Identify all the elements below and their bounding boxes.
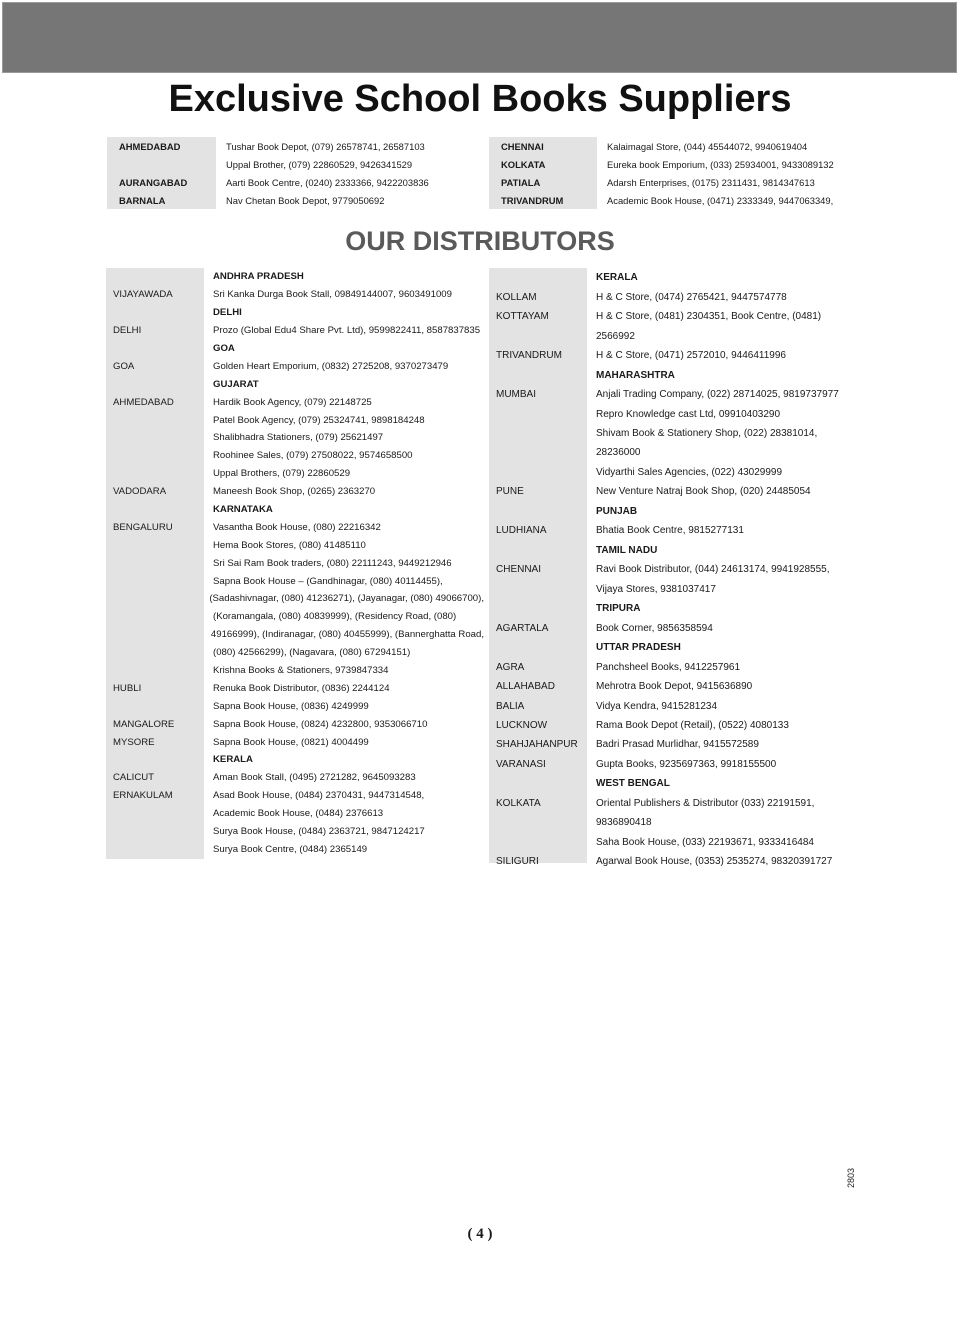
distributor-city: AGARTALA — [496, 622, 549, 634]
suppliers-table-right — [489, 137, 867, 209]
distributor-city: AHMEDABAD — [113, 396, 174, 408]
distributor-row — [489, 696, 859, 715]
distributor-row — [106, 787, 484, 805]
distributor-details: Ravi Book Distributor, (044) 24613174, 9941928555, — [596, 564, 830, 576]
distributor-city: CHENNAI — [496, 564, 542, 576]
distributor-details: Bhatia Book Centre, 9815277131 — [596, 525, 744, 537]
header-band — [2, 2, 957, 73]
distributors-heading: OUR DISTRIBUTORS — [345, 226, 615, 256]
supplier-details: Eureka book Emporium, (033) 25934001, 9433089132 — [607, 158, 834, 170]
supplier-row — [107, 191, 498, 209]
distributor-details: Gupta Books, 9235697363, 9918155500 — [596, 758, 777, 770]
supplier-details: Academic Book House, (0471) 2333349, 9447063349, — [607, 194, 834, 206]
page-number: ( 4 ) — [467, 1226, 493, 1242]
supplier-city: BARNALA — [107, 191, 216, 209]
state-name: DELHI — [213, 307, 242, 319]
distributor-row — [489, 618, 859, 637]
supplier-details: Nav Chetan Book Depot, 9779050692 — [226, 194, 385, 206]
distributor-details: Sri Kanka Durga Book Stall, 09849144007, 9603491009 — [213, 289, 452, 301]
distributor-city: KOTTAYAM — [496, 311, 549, 323]
distributor-details: H & C Store, (0474) 2765421, 9447574778 — [596, 291, 787, 303]
distributor-row — [106, 322, 484, 340]
distributors-column-right — [489, 268, 859, 872]
supplier-row — [107, 137, 498, 155]
distributor-row — [489, 716, 859, 735]
distributor-row — [106, 805, 484, 823]
distributor-row — [489, 424, 859, 443]
state-name: KARNATAKA — [213, 504, 273, 516]
distributor-details: Sapna Book House, (0836) 4249999 — [213, 700, 369, 712]
distributor-row — [106, 483, 484, 501]
print-code: 2803 — [846, 1167, 856, 1189]
distributor-details: H & C Store, (0481) 2304351, Book Centre, (0481) — [596, 311, 822, 323]
distributor-details: Renuka Book Distributor, (0836) 2244124 — [213, 682, 390, 694]
distributor-details: Vidya Kendra, 9415281234 — [596, 700, 718, 712]
distributor-row — [106, 518, 484, 536]
state-heading-row — [106, 501, 484, 519]
distributor-row — [489, 794, 859, 813]
supplier-details: Kalaimagal Store, (044) 45544072, 9940619404 — [607, 140, 808, 152]
distributor-city: VARANASI — [496, 758, 546, 770]
supplier-city: PATIALA — [489, 173, 597, 191]
distributor-row — [489, 463, 859, 482]
distributor-row — [489, 307, 859, 326]
state-heading-row — [489, 638, 859, 657]
distributor-row — [106, 465, 484, 483]
distributor-row — [489, 813, 859, 832]
distributor-row — [489, 521, 859, 540]
supplier-details: Tushar Book Depot, (079) 26578741, 26587103 — [226, 140, 425, 152]
distributor-details: Mehrotra Book Depot, 9415636890 — [596, 681, 753, 693]
distributor-details: Saha Book House, (033) 22193671, 9333416484 — [596, 836, 814, 848]
supplier-row — [489, 191, 867, 209]
distributor-details: Vidyarthi Sales Agencies, (022) 43029999 — [596, 466, 783, 478]
distributor-details: (Koramangala, (080) 40839999), (Residency Road, (080) — [213, 611, 457, 623]
distributor-row — [489, 735, 859, 754]
distributor-city: ERNAKULAM — [113, 790, 173, 802]
state-heading-row — [106, 751, 484, 769]
supplier-city: AURANGABAD — [107, 173, 216, 191]
distributor-details: Anjali Trading Company, (022) 28714025, 9819737977 — [596, 389, 839, 401]
distributor-details: Sapna Book House, (0824) 4232800, 9353066710 — [213, 718, 428, 730]
supplier-details: Uppal Brother, (079) 22860529, 9426341529 — [226, 158, 413, 170]
state-heading-row — [489, 541, 859, 560]
state-heading-row — [106, 375, 484, 393]
distributor-row — [106, 429, 484, 447]
distributor-row — [106, 733, 484, 751]
distributor-details: Shalibhadra Stationers, (079) 25621497 — [213, 432, 384, 444]
supplier-row — [489, 155, 867, 173]
distributor-details: Panchsheel Books, 9412257961 — [596, 661, 741, 673]
distributor-row — [489, 852, 859, 871]
distributor-details: Hardik Book Agency, (079) 22148725 — [213, 396, 372, 408]
distributor-details: Rama Book Depot (Retail), (0522) 4080133 — [596, 720, 789, 732]
distributor-row — [489, 385, 859, 404]
distributor-details: Sapna Book House – (Gandhinagar, (080) 40114455), — [213, 575, 443, 587]
state-name: KERALA — [213, 754, 253, 766]
distributor-details: Oriental Publishers & Distributor (033) 22191591, — [596, 797, 815, 809]
distributor-row — [106, 662, 484, 680]
state-name: KERALA — [596, 272, 638, 284]
distributor-row — [106, 644, 484, 662]
state-name: UTTAR PRADESH — [596, 642, 681, 654]
distributor-row — [106, 554, 484, 572]
state-name: MAHARASHTRA — [596, 369, 675, 381]
distributor-city: BENGALURU — [113, 521, 173, 533]
distributor-details: 28236000 — [596, 447, 641, 459]
supplier-row — [107, 173, 498, 191]
distributor-details: Uppal Brothers, (079) 22860529 — [213, 468, 351, 480]
distributor-row — [489, 443, 859, 462]
distributor-row — [489, 677, 859, 696]
distributor-city: KOLLAM — [496, 291, 537, 303]
distributor-city: MYSORE — [113, 736, 155, 748]
distributor-details: Aman Book Stall, (0495) 2721282, 9645093283 — [213, 772, 416, 784]
distributor-details: Hema Book Stores, (080) 41485110 — [213, 539, 366, 551]
distributor-row — [489, 580, 859, 599]
distributor-row — [489, 560, 859, 579]
distributor-details: Roohinee Sales, (079) 27508022, 9574658500 — [213, 450, 413, 462]
distributor-row — [489, 755, 859, 774]
distributor-details: Asad Book House, (0484) 2370431, 9447314548, — [213, 790, 425, 802]
state-name: TRIPURA — [596, 603, 641, 615]
distributor-city: BALIA — [496, 700, 525, 712]
distributor-city: AGRA — [496, 661, 525, 673]
distributor-city: DELHI — [113, 325, 142, 337]
distributor-row — [489, 657, 859, 676]
distributor-city: PUNE — [496, 486, 524, 498]
state-heading-row — [489, 268, 859, 287]
distributor-details: Sapna Book House, (0821) 4004499 — [213, 736, 369, 748]
distributor-row — [489, 833, 859, 852]
state-heading-row — [106, 340, 484, 358]
distributor-details: Academic Book House, (0484) 2376613 — [213, 808, 384, 820]
distributor-details: Sri Sai Ram Book traders, (080) 22111243, 9449212946 — [213, 557, 452, 569]
supplier-city: KOLKATA — [489, 155, 597, 173]
distributor-row — [489, 346, 859, 365]
distributor-row — [106, 679, 484, 697]
distributor-row — [106, 590, 484, 608]
page-title: Exclusive School Books Suppliers — [168, 78, 792, 120]
distributor-city: CALICUT — [113, 772, 155, 784]
distributor-city: VADODARA — [113, 486, 167, 498]
distributor-city: SILIGURI — [496, 856, 539, 868]
suppliers-table-left — [107, 137, 498, 209]
state-heading-row — [106, 268, 484, 286]
distributor-row — [106, 626, 484, 644]
distributor-details: 49166999), (Indiranagar, (080) 40455999), (Bannerghatta Road, — [210, 629, 484, 641]
distributor-row — [106, 286, 484, 304]
distributor-city: ALLAHABAD — [496, 681, 555, 693]
state-name: ANDHRA PRADESH — [213, 271, 304, 283]
supplier-city: CHENNAI — [489, 137, 597, 155]
supplier-details: Aarti Book Centre, (0240) 2333366, 9422203836 — [226, 176, 429, 188]
distributor-details: Patel Book Agency, (079) 25324741, 9898184248 — [213, 414, 425, 426]
distributor-city: SHAHJAHANPUR — [496, 739, 578, 751]
supplier-details: Adarsh Enterprises, (0175) 2311431, 9814347613 — [607, 176, 815, 188]
distributor-row — [106, 715, 484, 733]
state-heading-row — [489, 502, 859, 521]
distributor-row — [489, 326, 859, 345]
distributor-details: Surya Book House, (0484) 2363721, 9847124217 — [213, 826, 425, 838]
distributor-row — [106, 447, 484, 465]
distributor-row — [106, 393, 484, 411]
distributor-row — [106, 572, 484, 590]
distributors-column-left — [106, 268, 484, 858]
distributor-details: Golden Heart Emporium, (0832) 2725208, 9370273479 — [213, 360, 449, 372]
distributor-row — [106, 536, 484, 554]
distributor-details: Maneesh Book Shop, (0265) 2363270 — [213, 486, 376, 498]
distributor-city: HUBLI — [113, 682, 142, 694]
distributor-city: MUMBAI — [496, 389, 536, 401]
distributor-details: Badri Prasad Murlidhar, 9415572589 — [596, 739, 759, 751]
state-heading-row — [489, 599, 859, 618]
distributor-row — [106, 823, 484, 841]
distributor-city: VIJAYAWADA — [113, 289, 173, 301]
distributor-city: MANGALORE — [113, 718, 175, 730]
supplier-row — [107, 155, 498, 173]
distributor-row — [106, 608, 484, 626]
state-name: GOA — [213, 343, 235, 354]
distributor-row — [106, 841, 484, 859]
distributor-row — [106, 357, 484, 375]
distributor-details: Surya Book Centre, (0484) 2365149 — [213, 843, 368, 855]
distributor-row — [489, 404, 859, 423]
distributor-row — [106, 411, 484, 429]
state-heading-row — [489, 365, 859, 384]
supplier-row — [489, 173, 867, 191]
distributor-details: 2566992 — [596, 330, 635, 342]
distributor-details: Agarwal Book House, (0353) 2535274, 98320391727 — [596, 856, 833, 868]
distributor-city: KOLKATA — [496, 797, 541, 809]
distributor-details: (Sadashivnagar, (080) 41236271), (Jayanagar, (080) 49066700), — [209, 593, 484, 605]
distributor-city: GOA — [113, 360, 135, 372]
distributor-city: LUDHIANA — [496, 525, 547, 537]
distributor-details: Prozo (Global Edu4 Share Pvt. Ltd), 9599822411, 8587837835 — [213, 325, 481, 337]
distributor-details: H & C Store, (0471) 2572010, 9446411996 — [596, 350, 786, 362]
supplier-row — [489, 137, 867, 155]
distributor-details: 9836890418 — [596, 817, 652, 829]
distributor-details: Vasantha Book House, (080) 22216342 — [213, 521, 381, 533]
distributor-details: (080) 42566299), (Nagavara, (080) 67294151) — [213, 647, 411, 659]
distributor-city: TRIVANDRUM — [496, 350, 562, 362]
distributor-details: Krishna Books & Stationers, 9739847334 — [213, 665, 389, 677]
distributor-row — [106, 697, 484, 715]
state-name: TAMIL NADU — [596, 544, 658, 556]
distributor-details: Repro Knowledge cast Ltd, 09910403290 — [596, 408, 781, 420]
state-heading-row — [106, 304, 484, 322]
state-name: GUJARAT — [213, 378, 259, 390]
distributor-details: Shivam Book & Stationery Shop, (022) 28381014, — [596, 427, 818, 439]
distributor-details: New Venture Natraj Book Shop, (020) 24485054 — [596, 486, 811, 498]
state-name: WEST BENGAL — [596, 778, 670, 790]
supplier-city — [107, 155, 216, 173]
supplier-city: AHMEDABAD — [107, 137, 216, 155]
distributor-row — [106, 769, 484, 787]
distributor-city: LUCKNOW — [496, 720, 548, 732]
distributor-details: Vijaya Stores, 9381037417 — [596, 583, 716, 595]
state-heading-row — [489, 774, 859, 793]
state-name: PUNJAB — [596, 505, 638, 517]
distributor-row — [489, 287, 859, 306]
distributor-row — [489, 482, 859, 501]
supplier-city: TRIVANDRUM — [489, 191, 597, 209]
distributor-details: Book Corner, 9856358594 — [596, 622, 713, 634]
